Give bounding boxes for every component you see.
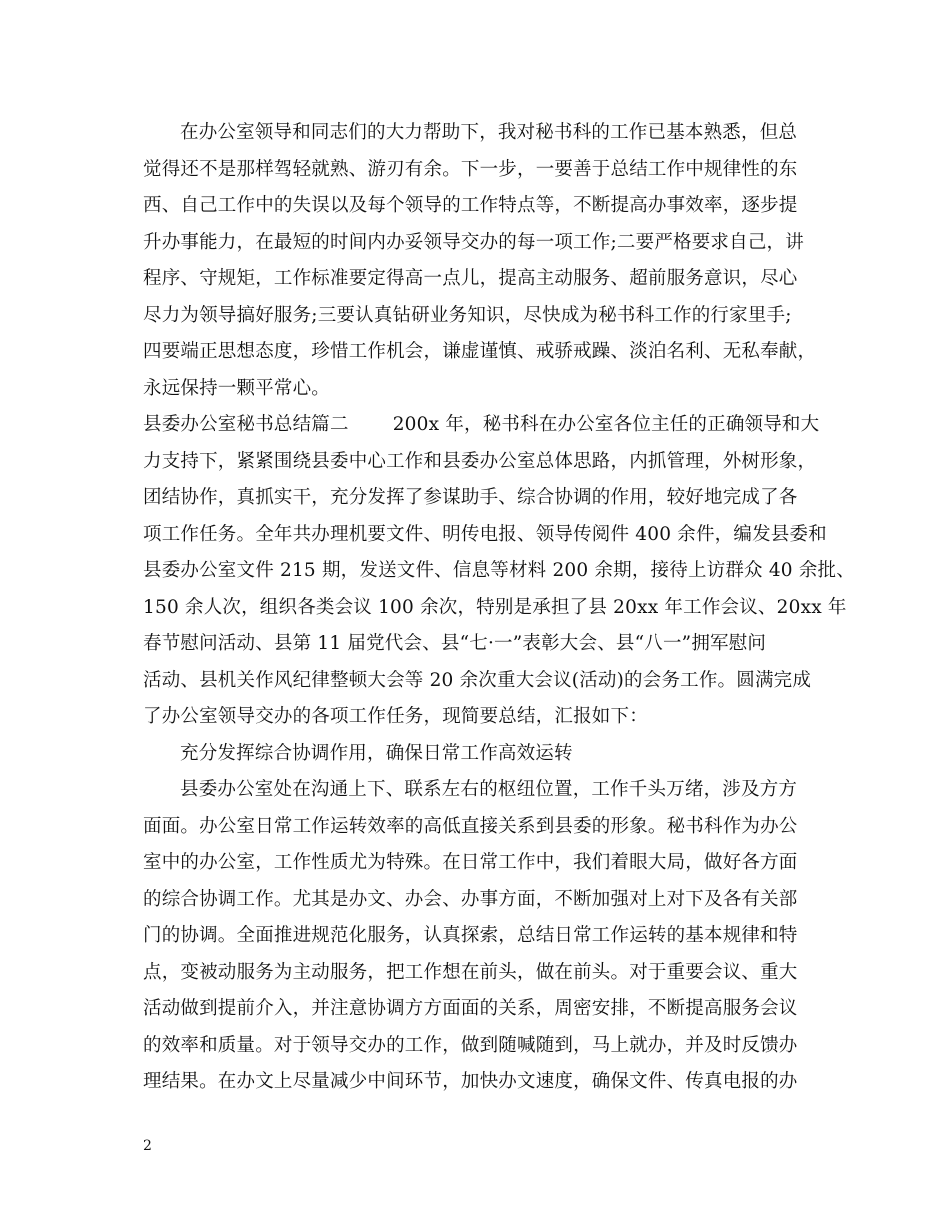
text-line: 觉得还不是那样驾轻就熟、游刃有余。下一步，一要善于总结工作中规律性的东 <box>143 158 798 180</box>
text-line: 理结果。在办文上尽量减少中间环节，加快办文速度，确保文件、传真电报的办 <box>143 1071 798 1092</box>
text-line: 西、自己工作中的失误以及每个领导的工作特点等，不断提高办事效率，逐步提 <box>143 195 798 216</box>
text-line: 县委办公室处在沟通上下、联系左右的枢纽位置，工作千头万绪，涉及方方 <box>180 779 798 800</box>
text-line: 面面。办公室日常工作运转效率的高低直接关系到县委的形象。秘书科作为办公 <box>143 815 798 837</box>
text-line: 县委办公室文件 215 期，发送文件、信息等材料 200 余期，接待上访群众 40 余批、 <box>143 560 855 581</box>
document-body <box>143 115 855 1101</box>
text-line: 团结协作，真抓实干，充分发挥了参谋助手、综合协调的作用，较好地完成了各 <box>143 487 798 508</box>
text-line: 春节慰问活动、县第 11 届党代会、县“七·一”表彰大会、县“八一”拥军慰问 <box>143 633 767 654</box>
text-line: 升办事能力，在最短的时间内办妥领导交办的每一项工作;二要严格要求自己，讲 <box>143 231 804 253</box>
text-line: 点，变被动服务为主动服务，把工作想在前头，做在前头。对于重要会议、重大 <box>143 961 798 983</box>
text-line: 力支持下，紧紧围绕县委中心工作和县委办公室总体思路，内抓管理，外树形象， <box>143 450 817 472</box>
text-line: 的效率和质量。对于领导交办的工作，做到随喊随到，马上就办，并及时反馈办 <box>143 1034 798 1056</box>
text-line: 项工作任务。全年共办理机要文件、明传电报、领导传阅件 400 余件，编发县委和 <box>143 523 827 545</box>
text-line: 在办公室领导和同志们的大力帮助下，我对秘书科的工作已基本熟悉，但总 <box>180 122 798 143</box>
text-line: 活动、县机关作风纪律整顿大会等 20 余次重大会议(活动)的会务工作。圆满完成 <box>143 669 812 691</box>
text-line: 门的协调。全面推进规范化服务，认真探索，总结日常工作运转的基本规律和特 <box>143 925 798 946</box>
subheading: 充分发挥综合协调作用，确保日常工作高效运转 <box>180 742 573 764</box>
text-line: 永远保持一颗平常心。 <box>143 377 331 399</box>
text-line: 尽力为领导搞好服务;三要认真钻研业务知识，尽快成为秘书科工作的行家里手; <box>143 304 792 326</box>
text-line: 的综合协调工作。尤其是办文、办会、办事方面，不断加强对上对下及各有关部 <box>143 888 798 910</box>
text-line: 程序、守规矩，工作标准要定得高一点儿，提高主动服务、超前服务意识，尽心 <box>143 268 798 289</box>
page-number: 2 <box>143 1138 152 1154</box>
text-line: 150 余人次，组织各类会议 100 余次，特别是承担了县 20xx 年工作会议、20xx 年 <box>143 596 847 618</box>
text-line: 了办公室领导交办的各项工作任务，现简要总结，汇报如下： <box>143 706 648 727</box>
section-title: 县委办公室秘书总结篇二 <box>143 414 349 435</box>
section-first-line: 200x 年，秘书科在办公室各位主任的正确领导和大 <box>392 414 820 435</box>
text-line: 四要端正思想态度，珍惜工作机会，谦虚谨慎、戒骄戒躁、淡泊名利、无私奉献， <box>143 341 817 362</box>
section-heading-line <box>143 407 820 444</box>
text-line: 室中的办公室，工作性质尤为特殊。在日常工作中，我们着眼大局，做好各方面 <box>143 852 798 873</box>
text-line: 活动做到提前介入，并注意协调方方面面的关系，周密安排，不断提高服务会议 <box>143 998 798 1019</box>
